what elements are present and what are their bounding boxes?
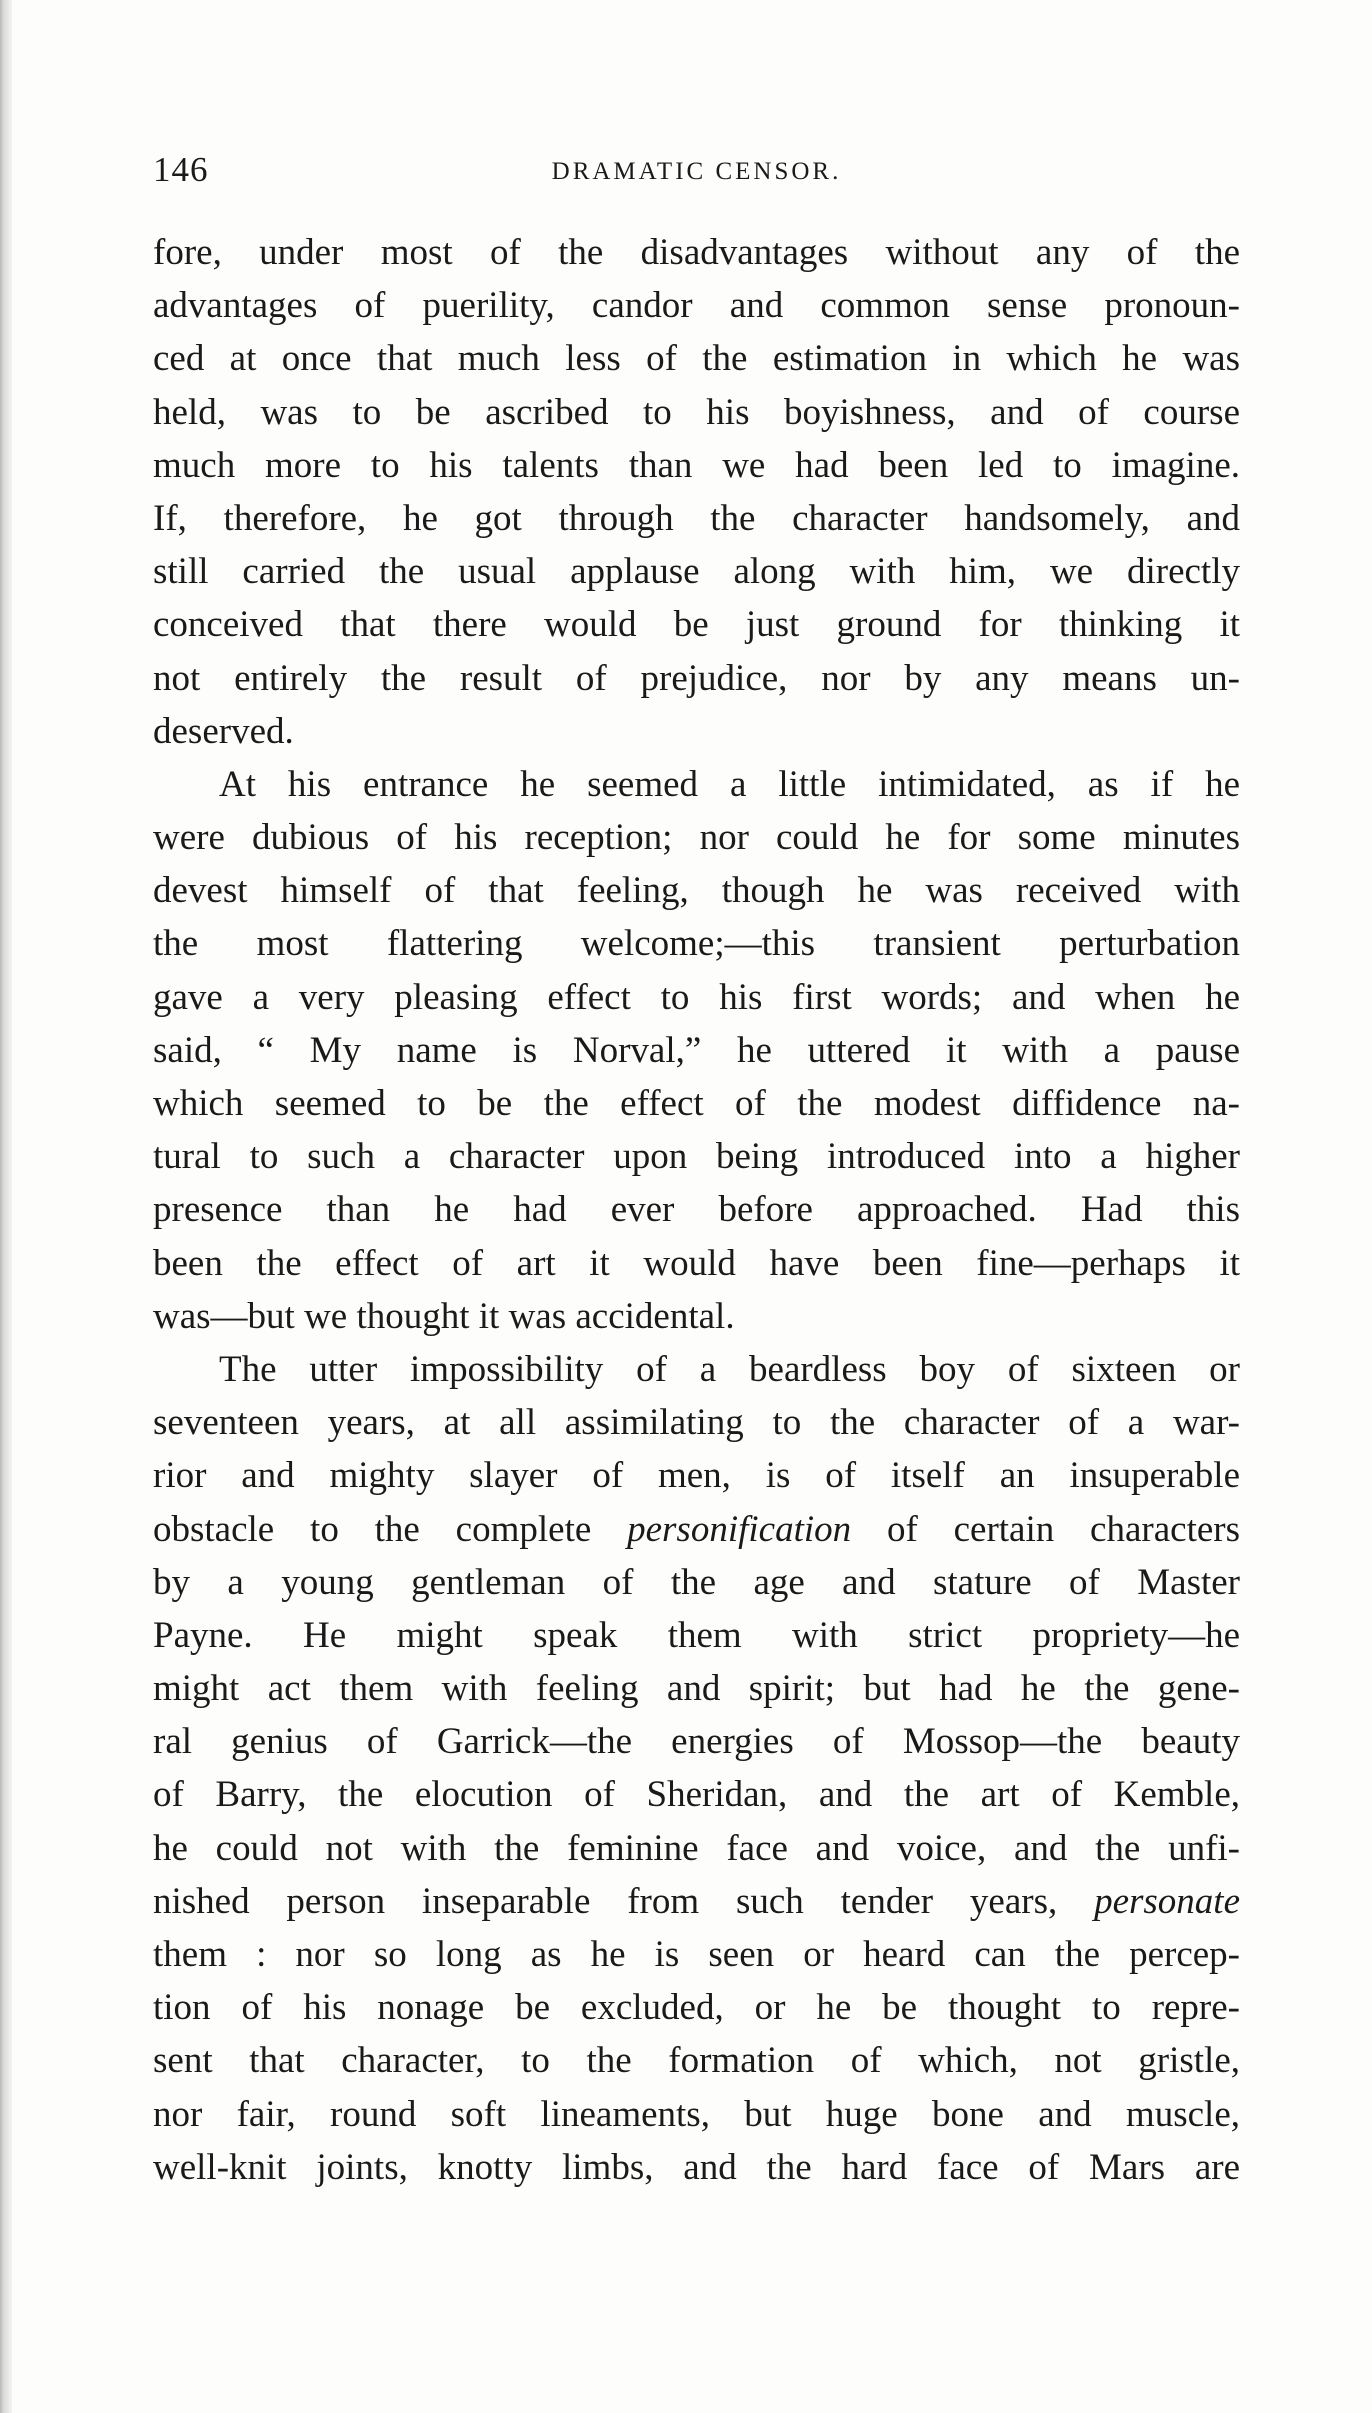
text-line: ral genius of Garrick—the energies of Mossop—the beauty	[153, 1721, 1240, 1763]
text-line: sent that character, to the formation of which, not gristle,	[153, 2040, 1240, 2082]
text-line: the most flattering welcome;—this transient perturbation	[153, 923, 1240, 965]
text-line: been the effect of art it would have been fine—perhaps it	[153, 1242, 1240, 1284]
text-line	[153, 1875, 1240, 1928]
text-line: gave a very pleasing effect to his first words; and when he	[153, 976, 1240, 1018]
text-line: tural to such a character upon being introduced into a higher	[153, 1136, 1240, 1178]
text-line: them : nor so long as he is seen or heard can the percep-	[153, 1934, 1240, 1975]
page-gutter-shadow	[0, 0, 12, 2413]
text-line: much more to his talents than we had been led to imagine.	[153, 444, 1240, 486]
page-number: 146	[153, 150, 209, 189]
text-line: which seemed to be the effect of the modest diffidence na-	[153, 1083, 1240, 1124]
text-line: still carried the usual applause along with him, we directly	[153, 551, 1240, 593]
italic-term: personification	[627, 1508, 852, 1550]
text-line: might act them with feeling and spirit; but had he the gene-	[153, 1668, 1240, 1710]
text-line: held, was to be ascribed to his boyishness, and of course	[153, 391, 1240, 433]
text-line: If, therefore, he got through the character handsomely, and	[153, 497, 1240, 539]
text-line: The utter impossibility of a beardless boy of sixteen or	[219, 1348, 1240, 1390]
text-line: nor fair, round soft lineaments, but huge bone and muscle,	[153, 2093, 1240, 2135]
text-line: advantages of puerility, candor and common sense pronoun-	[153, 285, 1240, 327]
text-line: he could not with the feminine face and voice, and the unfi-	[153, 1827, 1240, 1869]
text-run: of certain characters	[851, 1508, 1240, 1550]
text-line: rior and mighty slayer of men, is of itself an insuperable	[153, 1455, 1240, 1497]
text-line: fore, under most of the disadvantages without any of the	[153, 232, 1240, 273]
text-run: nished person inseparable from such tender years,	[153, 1880, 1095, 1922]
text-line: ced at once that much less of the estimation in which he was	[153, 338, 1240, 380]
body-text	[153, 226, 1240, 2194]
italic-term: personate	[1094, 1880, 1240, 1922]
text-line: by a young gentleman of the age and stature of Master	[153, 1561, 1240, 1603]
text-line: well-knit joints, knotty limbs, and the hard face of Mars are	[153, 2146, 1240, 2188]
text-run: obstacle to the complete	[153, 1508, 628, 1550]
text-line: conceived that there would be just ground for thinking it	[153, 604, 1240, 646]
running-head: DRAMATIC CENSOR.	[551, 158, 842, 185]
text-line: was—but we thought it was accidental.	[153, 1295, 735, 1337]
text-line: of Barry, the elocution of Sheridan, and the art of Kemble,	[153, 1774, 1240, 1816]
text-line: tion of his nonage be excluded, or he be thought to repre-	[153, 1987, 1240, 2029]
text-line	[153, 1503, 1240, 1556]
text-line: were dubious of his reception; nor could he for some minutes	[153, 817, 1240, 859]
text-line: At his entrance he seemed a little intimidated, as if he	[219, 763, 1240, 805]
text-line: deserved.	[153, 710, 294, 752]
text-line: Payne. He might speak them with strict propriety—he	[153, 1614, 1240, 1656]
text-line: presence than he had ever before approached. Had this	[153, 1189, 1240, 1231]
page-header	[153, 150, 1240, 200]
text-line: seventeen years, at all assimilating to the character of a war-	[153, 1402, 1240, 1444]
text-line: devest himself of that feeling, though he was received with	[153, 870, 1240, 912]
text-line: said, “ My name is Norval,” he uttered it with a pause	[153, 1029, 1240, 1071]
text-line: not entirely the result of prejudice, nor by any means un-	[153, 657, 1240, 699]
